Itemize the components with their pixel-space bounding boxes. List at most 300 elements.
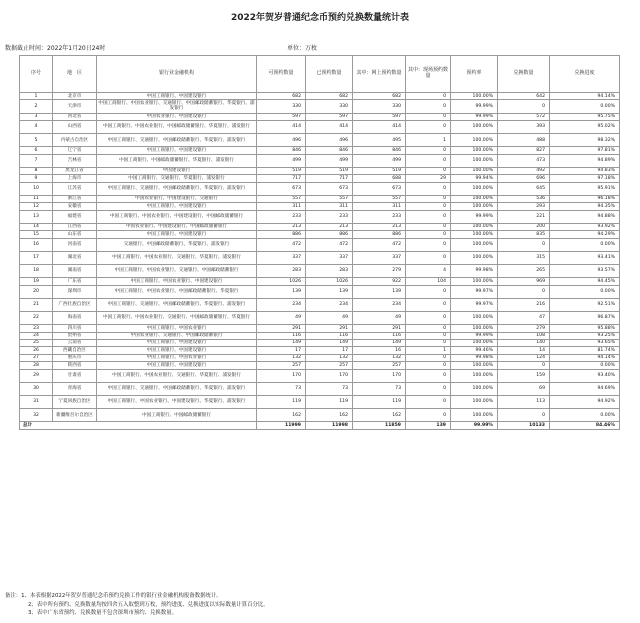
online-count: 73 <box>353 382 406 395</box>
reserved-count: 149 <box>306 339 353 346</box>
bank-institutions: 中国工商银行、中国农业银行、交通银行、中国邮政储蓄银行 <box>97 265 257 278</box>
online-count: 688 <box>353 175 406 182</box>
bank-institutions: 中国农业银行、中国建设银行、中国邮政储蓄银行 <box>97 223 257 230</box>
exchange-progress: 95.88% <box>550 325 620 332</box>
total-onsite: 139 <box>406 422 451 430</box>
online-count: 414 <box>353 120 406 133</box>
table-row <box>20 195 620 202</box>
row-number: 9 <box>20 175 53 182</box>
row-number: 20 <box>20 285 53 298</box>
online-count: 234 <box>353 298 406 311</box>
reservation-rate: 100.00% <box>451 325 498 332</box>
online-count: 499 <box>353 154 406 167</box>
reservation-rate: 100.00% <box>451 223 498 230</box>
reservation-rate: 100.00% <box>451 231 498 238</box>
exchanged-count: 69 <box>498 382 550 395</box>
exchanged-count: 835 <box>498 231 550 238</box>
available-count: 291 <box>257 325 306 332</box>
available-count: 73 <box>257 382 306 395</box>
online-count: 922 <box>353 278 406 285</box>
online-count: 213 <box>353 223 406 230</box>
reserved-count: 717 <box>306 175 353 182</box>
onsite-count: 0 <box>406 251 451 264</box>
region-name: 上海市 <box>53 175 97 182</box>
onsite-count: 1 <box>406 134 451 147</box>
row-number: 3 <box>20 113 53 120</box>
table-row <box>20 251 620 264</box>
region-name: 广西壮族自治区 <box>53 298 97 311</box>
note-line: 3、表中广东省预约、兑换数量不包含深圳市预约、兑换数量。 <box>28 610 177 617</box>
online-count: 291 <box>353 325 406 332</box>
table-row <box>20 238 620 251</box>
exchanged-count: 140 <box>498 339 550 346</box>
available-count: 673 <box>257 182 306 195</box>
row-number: 22 <box>20 311 53 324</box>
onsite-count: 0 <box>406 395 451 408</box>
bank-institutions: 中国工商银行、中国农业银行、中国邮政储蓄银行、华夏银行 <box>97 285 257 298</box>
table-row <box>20 167 620 174</box>
exchange-progress: 94.14% <box>550 93 620 100</box>
reserved-count: 682 <box>306 93 353 100</box>
table-row <box>20 395 620 408</box>
onsite-count: 0 <box>406 100 451 113</box>
onsite-count: 0 <box>406 147 451 154</box>
exchange-progress: 0.00% <box>550 238 620 251</box>
reserved-count: 673 <box>306 182 353 195</box>
exchange-progress: 93.92% <box>550 223 620 230</box>
reserved-count: 132 <box>306 354 353 361</box>
exchange-progress: 94.69% <box>550 382 620 395</box>
available-count: 886 <box>257 231 306 238</box>
exchanged-count: 279 <box>498 325 550 332</box>
region-name: 四川省 <box>53 325 97 332</box>
table-row <box>20 339 620 346</box>
note-line: 备注：1、本表根据2022年贺岁普通纪念币预约兑换工作的银行业金融机构报备数据统计。 <box>5 593 222 599</box>
onsite-count: 0 <box>406 311 451 324</box>
available-count: 283 <box>257 265 306 278</box>
total-label: 总计 <box>20 422 257 430</box>
bank-institutions: 交通银行、中国邮政储蓄银行、华夏银行、浦发银行 <box>97 238 257 251</box>
onsite-count: 4 <box>406 265 451 278</box>
exchanged-count: 645 <box>498 182 550 195</box>
online-count: 886 <box>353 231 406 238</box>
row-number: 30 <box>20 382 53 395</box>
region-name: 吉林省 <box>53 154 97 167</box>
row-number: 6 <box>20 147 53 154</box>
bank-institutions: 中国工商银行、中国建设银行 <box>97 347 257 354</box>
onsite-count: 0 <box>406 93 451 100</box>
available-count: 162 <box>257 409 306 422</box>
reserved-count: 311 <box>306 203 353 210</box>
total-row <box>20 422 620 430</box>
exchange-progress: 94.35% <box>550 203 620 210</box>
exchange-progress: 95.75% <box>550 113 620 120</box>
reserved-count: 116 <box>306 332 353 339</box>
onsite-count: 0 <box>406 354 451 361</box>
reservation-rate: 100.00% <box>451 167 498 174</box>
column-header: 预约率 <box>451 56 498 93</box>
reservation-rate: 100.00% <box>451 369 498 382</box>
exchanged-count: 473 <box>498 154 550 167</box>
row-number: 18 <box>20 265 53 278</box>
reserved-count: 233 <box>306 210 353 223</box>
onsite-count: 0 <box>406 369 451 382</box>
table-row <box>20 362 620 369</box>
bank-institutions: 中国工商银行、中国建设银行 <box>97 362 257 369</box>
region-name: 贵州省 <box>53 332 97 339</box>
onsite-count: 0 <box>406 298 451 311</box>
exchanged-count: 0 <box>498 362 550 369</box>
onsite-count: 0 <box>406 409 451 422</box>
online-count: 170 <box>353 369 406 382</box>
region-name: 重庆市 <box>53 354 97 361</box>
region-name: 宁夏回族自治区 <box>53 395 97 408</box>
region-name: 青海省 <box>53 382 97 395</box>
reserved-count: 119 <box>306 395 353 408</box>
column-header: 可预约数量 <box>257 56 306 93</box>
column-header: 其中：网上预约数量 <box>353 56 406 93</box>
region-name: 西藏自治区 <box>53 347 97 354</box>
bank-institutions: 中国工商银行、中国建设银行 <box>97 203 257 210</box>
row-number: 16 <box>20 238 53 251</box>
row-number: 21 <box>20 298 53 311</box>
table-row <box>20 175 620 182</box>
exchange-progress: 94.14% <box>550 354 620 361</box>
online-count: 279 <box>353 265 406 278</box>
region-name: 北京市 <box>53 93 97 100</box>
available-count: 1026 <box>257 278 306 285</box>
bank-institutions: 中国农业银行、中国建设银行 <box>97 113 257 120</box>
exchange-progress: 93.41% <box>550 251 620 264</box>
available-count: 119 <box>257 395 306 408</box>
online-count: 49 <box>353 311 406 324</box>
exchange-progress: 97.18% <box>550 175 620 182</box>
exchanged-count: 536 <box>498 195 550 202</box>
exchanged-count: 642 <box>498 93 550 100</box>
reserved-count: 73 <box>306 382 353 395</box>
table-row <box>20 113 620 120</box>
row-number: 19 <box>20 278 53 285</box>
row-number: 25 <box>20 339 53 346</box>
table-row <box>20 203 620 210</box>
exchanged-count: 696 <box>498 175 550 182</box>
reserved-count: 291 <box>306 325 353 332</box>
bank-institutions: 中国工商银行、中国建设银行 <box>97 339 257 346</box>
exchanged-count: 393 <box>498 120 550 133</box>
bank-institutions: 中国工商银行、中国农业银行、交通银行、中国邮政储蓄银行、华夏银行 <box>97 311 257 324</box>
reservation-rate: 100.00% <box>451 251 498 264</box>
reservation-rate: 100.00% <box>451 382 498 395</box>
exchange-progress: 93.25% <box>550 332 620 339</box>
table-row <box>20 332 620 339</box>
exchange-progress: 94.88% <box>550 210 620 223</box>
onsite-count: 0 <box>406 339 451 346</box>
region-name: 新疆维吾尔自治区 <box>53 409 97 422</box>
bank-institutions: 中国工商银行、中国农业银行、交通银行、华夏银行、浦发银行 <box>97 251 257 264</box>
table-row <box>20 231 620 238</box>
exchanged-count: 47 <box>498 311 550 324</box>
onsite-count: 0 <box>406 285 451 298</box>
column-header: 已预约数量 <box>306 56 353 93</box>
online-count: 311 <box>353 203 406 210</box>
exchange-progress: 94.83% <box>550 167 620 174</box>
reservation-rate: 100.00% <box>451 362 498 369</box>
exchange-progress: 92.51% <box>550 298 620 311</box>
row-number: 27 <box>20 354 53 361</box>
reserved-count: 557 <box>306 195 353 202</box>
reserved-count: 1026 <box>306 278 353 285</box>
reserved-count: 49 <box>306 311 353 324</box>
exchanged-count: 492 <box>498 167 550 174</box>
online-count: 337 <box>353 251 406 264</box>
row-number: 5 <box>20 134 53 147</box>
bank-institutions: 中国建设银行 <box>97 167 257 174</box>
region-name: 黑龙江省 <box>53 167 97 174</box>
row-number: 1 <box>20 93 53 100</box>
onsite-count: 0 <box>406 195 451 202</box>
row-number: 29 <box>20 369 53 382</box>
exchange-progress: 0.00% <box>550 285 620 298</box>
onsite-count: 0 <box>406 210 451 223</box>
onsite-count: 0 <box>406 238 451 251</box>
table-row <box>20 154 620 167</box>
available-count: 116 <box>257 332 306 339</box>
row-number: 2 <box>20 100 53 113</box>
region-name: 天津市 <box>53 100 97 113</box>
region-name: 河北省 <box>53 113 97 120</box>
row-number: 11 <box>20 195 53 202</box>
reserved-count: 139 <box>306 285 353 298</box>
online-count: 149 <box>353 339 406 346</box>
reservation-rate: 100.00% <box>451 278 498 285</box>
online-count: 162 <box>353 409 406 422</box>
available-count: 17 <box>257 347 306 354</box>
bank-institutions: 中国农业银行、中国建设银行、交通银行 <box>97 195 257 202</box>
available-count: 846 <box>257 147 306 154</box>
exchanged-count: 572 <box>498 113 550 120</box>
table-row <box>20 369 620 382</box>
table-row <box>20 347 620 354</box>
region-name: 辽宁省 <box>53 147 97 154</box>
available-count: 139 <box>257 285 306 298</box>
reserved-count: 257 <box>306 362 353 369</box>
reserved-count: 499 <box>306 154 353 167</box>
reserved-count: 414 <box>306 120 353 133</box>
row-number: 14 <box>20 223 53 230</box>
region-name: 广东省 <box>53 278 97 285</box>
online-count: 116 <box>353 332 406 339</box>
table-body <box>20 93 620 422</box>
available-count: 170 <box>257 369 306 382</box>
onsite-count: 1 <box>406 347 451 354</box>
column-header: 地 区 <box>53 56 97 93</box>
table-row <box>20 223 620 230</box>
bank-institutions: 中国工商银行、交通银行、中国邮政储蓄银行、华夏银行、浦发银行 <box>97 298 257 311</box>
onsite-count: 0 <box>406 113 451 120</box>
row-number: 8 <box>20 167 53 174</box>
bank-institutions: 中国工商银行、中国农业银行、中国邮政储蓄银行、华夏银行、浦发银行 <box>97 120 257 133</box>
region-name: 山西省 <box>53 120 97 133</box>
reserved-count: 17 <box>306 347 353 354</box>
table-row <box>20 325 620 332</box>
online-count: 16 <box>353 347 406 354</box>
available-count: 49 <box>257 311 306 324</box>
unit-label: 单位：万枚 <box>287 45 318 52</box>
bank-institutions: 中国工商银行、中国建设银行 <box>97 147 257 154</box>
page-title: 2022年贺岁普通纪念币预约兑换数量统计表 <box>230 13 410 23</box>
exchanged-count: 113 <box>498 395 550 408</box>
reservation-rate: 100.00% <box>451 311 498 324</box>
row-number: 26 <box>20 347 53 354</box>
total-available: 11999 <box>257 422 306 430</box>
exchanged-count: 0 <box>498 100 550 113</box>
exchange-progress: 98.32% <box>550 134 620 147</box>
exchange-progress: 96.18% <box>550 195 620 202</box>
exchange-progress: 0.00% <box>550 100 620 113</box>
reserved-count: 234 <box>306 298 353 311</box>
available-count: 234 <box>257 298 306 311</box>
reserved-count: 337 <box>306 251 353 264</box>
region-name: 海南省 <box>53 311 97 324</box>
data-cutoff-time: 数据截止时间：2022年1月20日24时 <box>5 45 106 52</box>
notes <box>5 592 269 618</box>
table-row <box>20 100 620 113</box>
onsite-count: 29 <box>406 175 451 182</box>
reservation-rate: 100.00% <box>451 154 498 167</box>
exchanged-count: 124 <box>498 354 550 361</box>
available-count: 414 <box>257 120 306 133</box>
available-count: 257 <box>257 362 306 369</box>
total-rate: 99.99% <box>451 422 498 430</box>
table-row <box>20 134 620 147</box>
total-online: 11859 <box>353 422 406 430</box>
column-header: 兑换进度 <box>550 56 620 93</box>
available-count: 519 <box>257 167 306 174</box>
row-number: 4 <box>20 120 53 133</box>
region-name: 湖北省 <box>53 251 97 264</box>
available-count: 682 <box>257 93 306 100</box>
online-count: 682 <box>353 93 406 100</box>
row-number: 12 <box>20 203 53 210</box>
reserved-count: 162 <box>306 409 353 422</box>
bank-institutions: 中国工商银行、中国农业银行、交通银行、中国邮政储蓄银行、华夏银行、浦发银行 <box>98 101 255 112</box>
reserved-count: 496 <box>306 134 353 147</box>
exchange-progress: 93.65% <box>550 339 620 346</box>
region-name: 河南省 <box>53 238 97 251</box>
exchanged-count: 216 <box>498 298 550 311</box>
exchanged-count: 200 <box>498 223 550 230</box>
region-name: 陕西省 <box>53 362 97 369</box>
online-count: 557 <box>353 195 406 202</box>
online-count: 119 <box>353 395 406 408</box>
exchange-progress: 95.02% <box>550 120 620 133</box>
bank-institutions: 中国工商银行、中国农业银行、中国建设银行、中国邮政储蓄银行 <box>97 210 257 223</box>
bank-institutions: 中国工商银行、中国农业银行 <box>97 354 257 361</box>
bank-institutions: 中国工商银行、中国农业银行、中国建设银行、华夏银行、浦发银行 <box>97 395 257 408</box>
bank-institutions: 中国工商银行、交通银行、中国邮政储蓄银行、华夏银行、浦发银行 <box>97 182 257 195</box>
exchange-progress: 94.45% <box>550 278 620 285</box>
available-count: 132 <box>257 354 306 361</box>
table-row <box>20 93 620 100</box>
exchange-progress: 93.57% <box>550 265 620 278</box>
reservation-rate: 100.00% <box>451 182 498 195</box>
region-name: 湖南省 <box>53 265 97 278</box>
region-name: 浙江省 <box>53 195 97 202</box>
row-number: 24 <box>20 332 53 339</box>
reserved-count: 846 <box>306 147 353 154</box>
bank-institutions: 中国工商银行、交通银行、华夏银行、浦发银行 <box>97 175 257 182</box>
reservation-rate: 99.99% <box>451 100 498 113</box>
reserved-count: 213 <box>306 223 353 230</box>
reserved-count: 886 <box>306 231 353 238</box>
column-header: 银行业金融机构 <box>97 56 257 93</box>
region-name: 安徽省 <box>53 203 97 210</box>
region-name: 江苏省 <box>53 182 97 195</box>
online-count: 597 <box>353 113 406 120</box>
bank-institutions: 中国农业银行、交通银行、中国邮政储蓄银行 <box>97 332 257 339</box>
onsite-count: 104 <box>406 278 451 285</box>
reservation-rate: 99.99% <box>451 210 498 223</box>
online-count: 495 <box>353 134 406 147</box>
note-line: 2、表中所有预约、兑换数量均按四舍五入取整到万枚，预约进度、兑换进度以实际数量计算百分比。 <box>28 601 269 608</box>
table-row <box>20 210 620 223</box>
region-name: 内蒙古自治区 <box>53 134 97 147</box>
region-name: 云南省 <box>53 339 97 346</box>
exchange-progress: 96.87% <box>550 311 620 324</box>
reserved-count: 283 <box>306 265 353 278</box>
bank-institutions: 中国工商银行、中国建设银行 <box>97 231 257 238</box>
reservation-rate: 99.46% <box>451 347 498 354</box>
reserved-count: 472 <box>306 238 353 251</box>
available-count: 337 <box>257 251 306 264</box>
exchanged-count: 108 <box>498 332 550 339</box>
reservation-rate: 99.99% <box>451 113 498 120</box>
exchange-progress: 0.00% <box>550 362 620 369</box>
exchanged-count: 0 <box>498 238 550 251</box>
table-row <box>20 354 620 361</box>
reserved-count: 170 <box>306 369 353 382</box>
exchange-progress: 97.81% <box>550 147 620 154</box>
statistics-table <box>19 55 620 430</box>
row-number: 28 <box>20 362 53 369</box>
exchange-progress: 94.29% <box>550 231 620 238</box>
reservation-rate: 100.00% <box>451 238 498 251</box>
exchanged-count: 159 <box>498 369 550 382</box>
exchanged-count: 488 <box>498 134 550 147</box>
reservation-rate: 100.00% <box>451 195 498 202</box>
online-count: 257 <box>353 362 406 369</box>
online-count: 846 <box>353 147 406 154</box>
onsite-count: 0 <box>406 332 451 339</box>
reservation-rate: 100.00% <box>451 339 498 346</box>
bank-institutions: 中国工商银行、中国农业银行、交通银行、华夏银行、浦发银行 <box>97 369 257 382</box>
exchanged-count: 0 <box>498 285 550 298</box>
reservation-rate: 100.00% <box>451 203 498 210</box>
reserved-count: 330 <box>306 100 353 113</box>
online-count: 132 <box>353 354 406 361</box>
available-count: 213 <box>257 223 306 230</box>
table-row <box>20 298 620 311</box>
available-count: 496 <box>257 134 306 147</box>
exchange-progress: 81.74% <box>550 347 620 354</box>
online-count: 673 <box>353 182 406 195</box>
online-count: 233 <box>353 210 406 223</box>
reservation-rate: 100.00% <box>451 395 498 408</box>
onsite-count: 0 <box>406 231 451 238</box>
table-row <box>20 265 620 278</box>
online-count: 519 <box>353 167 406 174</box>
reservation-rate: 100.00% <box>451 120 498 133</box>
